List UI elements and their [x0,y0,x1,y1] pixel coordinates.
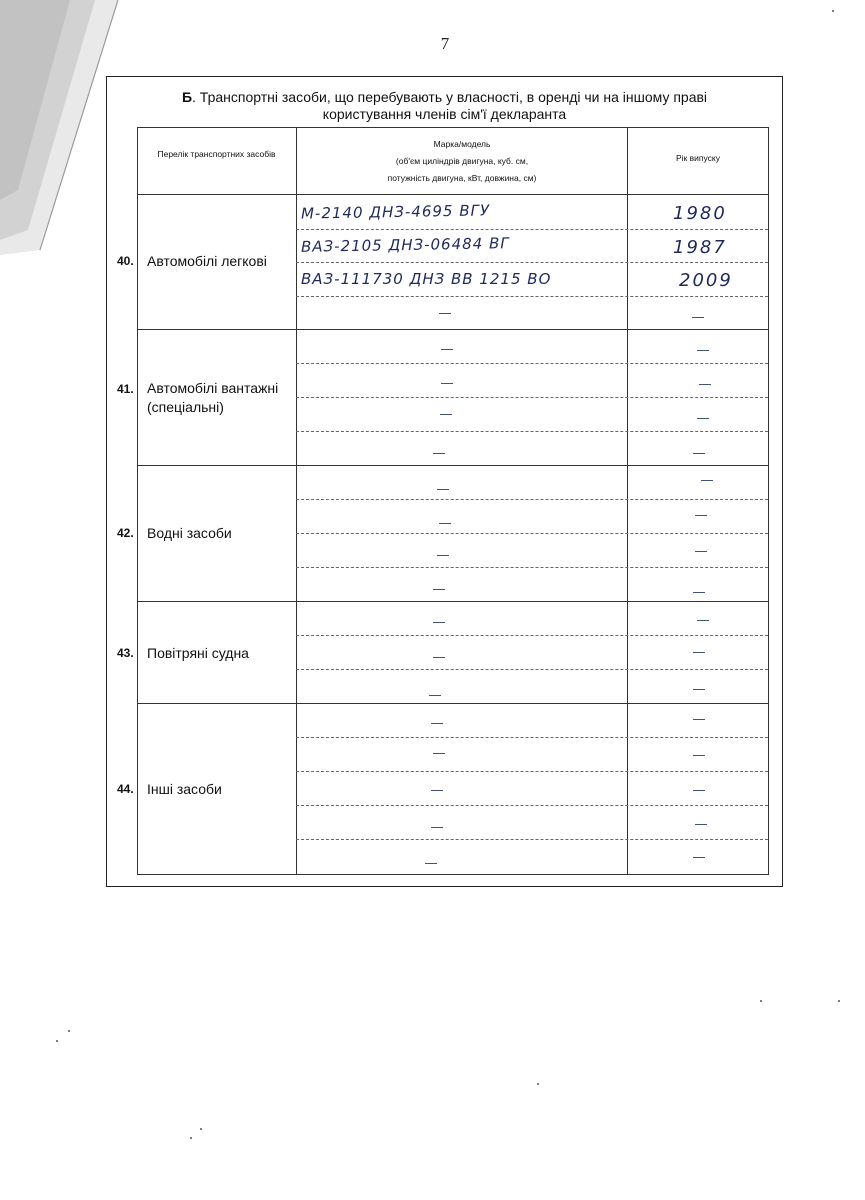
row-number-43: 43. [117,646,134,660]
handwritten-dash [425,863,437,864]
header-model [297,137,627,185]
grid-hline-group-41 [137,329,769,330]
handwritten-dash [441,383,453,384]
handwritten-dash [433,453,445,454]
handwritten-dash [433,753,445,754]
section-title-line2: користування членів сім'ї декларанта [322,106,567,122]
subrow-line [296,431,768,432]
handwritten-model: ВАЗ-2105 ДНЗ-06484 ВГ [300,234,510,256]
subrow-line [296,771,768,772]
handwritten-dash [437,489,449,490]
handwritten-dash [693,453,705,454]
row-label-other-vehicles: Інші засоби [147,781,222,797]
handwritten-year: 2009 [679,270,733,291]
handwritten-dash [697,418,709,419]
handwritten-dash [692,317,704,318]
subrow-line [296,669,768,670]
grid-vline-list [137,127,138,875]
scan-speck [56,1040,58,1042]
handwritten-dash [431,827,443,828]
handwritten-dash [701,480,713,481]
grid-hline-group-42 [137,465,769,466]
handwritten-dash [433,589,445,590]
grid-hline-header-top [137,127,769,128]
scan-speck [832,10,834,12]
row-label-trucks: Автомобілі вантажні (спеціальні) [147,380,279,415]
subrow-line [296,363,768,364]
subrow-line [296,567,768,568]
handwritten-dash [693,790,705,791]
row-number-44: 44. [117,782,134,796]
grid-hline-group-43 [137,601,769,602]
subrow-line [296,296,768,297]
grid-hline-bottom [137,874,769,875]
handwritten-model: М-2140 ДНЗ-4695 ВГУ [300,201,491,223]
handwritten-year: 1987 [673,237,727,258]
header-model-desc2: потужність двигуна, кВт, довжина, см) [387,173,537,183]
handwritten-dash [439,523,451,524]
subrow-line [296,397,768,398]
handwritten-dash [433,657,445,658]
subrow-line [296,229,768,230]
handwritten-dash [693,719,705,720]
handwritten-dash [699,384,711,385]
handwritten-dash [440,414,452,415]
grid-vline-right [768,127,769,875]
scan-speck [190,1137,192,1139]
subrow-line [296,635,768,636]
header-model-desc1: (об'єм циліндрів двигуна, куб. см, [395,156,529,166]
handwritten-dash [693,592,705,593]
row-label-passenger-cars: Автомобілі легкові [147,253,267,269]
handwritten-dash [695,551,707,552]
scan-speck [200,1128,202,1130]
header-year: Рік випуску [676,153,720,163]
handwritten-dash [441,349,453,350]
scan-speck [760,1000,762,1002]
handwritten-dash [697,620,709,621]
subrow-line [296,499,768,500]
scan-speck [68,1030,70,1032]
subrow-line [296,533,768,534]
handwritten-dash [695,515,707,516]
handwritten-dash [437,555,449,556]
handwritten-dash [693,689,705,690]
grid-vline-year [627,127,628,875]
section-letter: Б [181,89,193,105]
handwritten-dash [693,755,705,756]
row-number-40: 40. [117,254,134,268]
subrow-line [296,737,768,738]
subrow-line [296,805,768,806]
header-model-title: Марка/модель [433,139,491,149]
page-number: 7 [440,34,450,53]
handwritten-dash [431,790,443,791]
section-title [107,89,782,123]
handwritten-dash [693,652,705,653]
row-label-water-vehicles: Водні засоби [147,525,232,541]
handwritten-dash [697,350,709,351]
handwritten-year: 1980 [673,203,727,224]
scan-speck [537,1083,539,1085]
handwritten-dash [439,313,451,314]
handwritten-dash [431,723,443,724]
header-vehicle-list: Перелік транспортних засобів [157,149,276,159]
handwritten-dash [695,824,707,825]
row-label-aircraft: Повітряні судна [147,645,249,661]
grid-vline-model [296,127,297,875]
vehicles-form [106,76,783,887]
handwritten-dash [433,622,445,623]
grid-hline-header-bottom [137,194,769,195]
subrow-line [296,839,768,840]
handwritten-dash [693,857,705,858]
handwritten-model: ВАЗ-111730 ДНЗ ВВ 1215 ВО [301,270,552,288]
row-number-42: 42. [117,526,134,540]
section-title-text: . Транспортні засоби, що перебувають у власності, в оренді чи на іншому праві [192,89,708,105]
handwritten-dash [429,695,441,696]
scan-speck [838,1000,840,1002]
grid-hline-group-44 [137,703,769,704]
row-number-41: 41. [117,382,134,396]
subrow-line [296,262,768,263]
